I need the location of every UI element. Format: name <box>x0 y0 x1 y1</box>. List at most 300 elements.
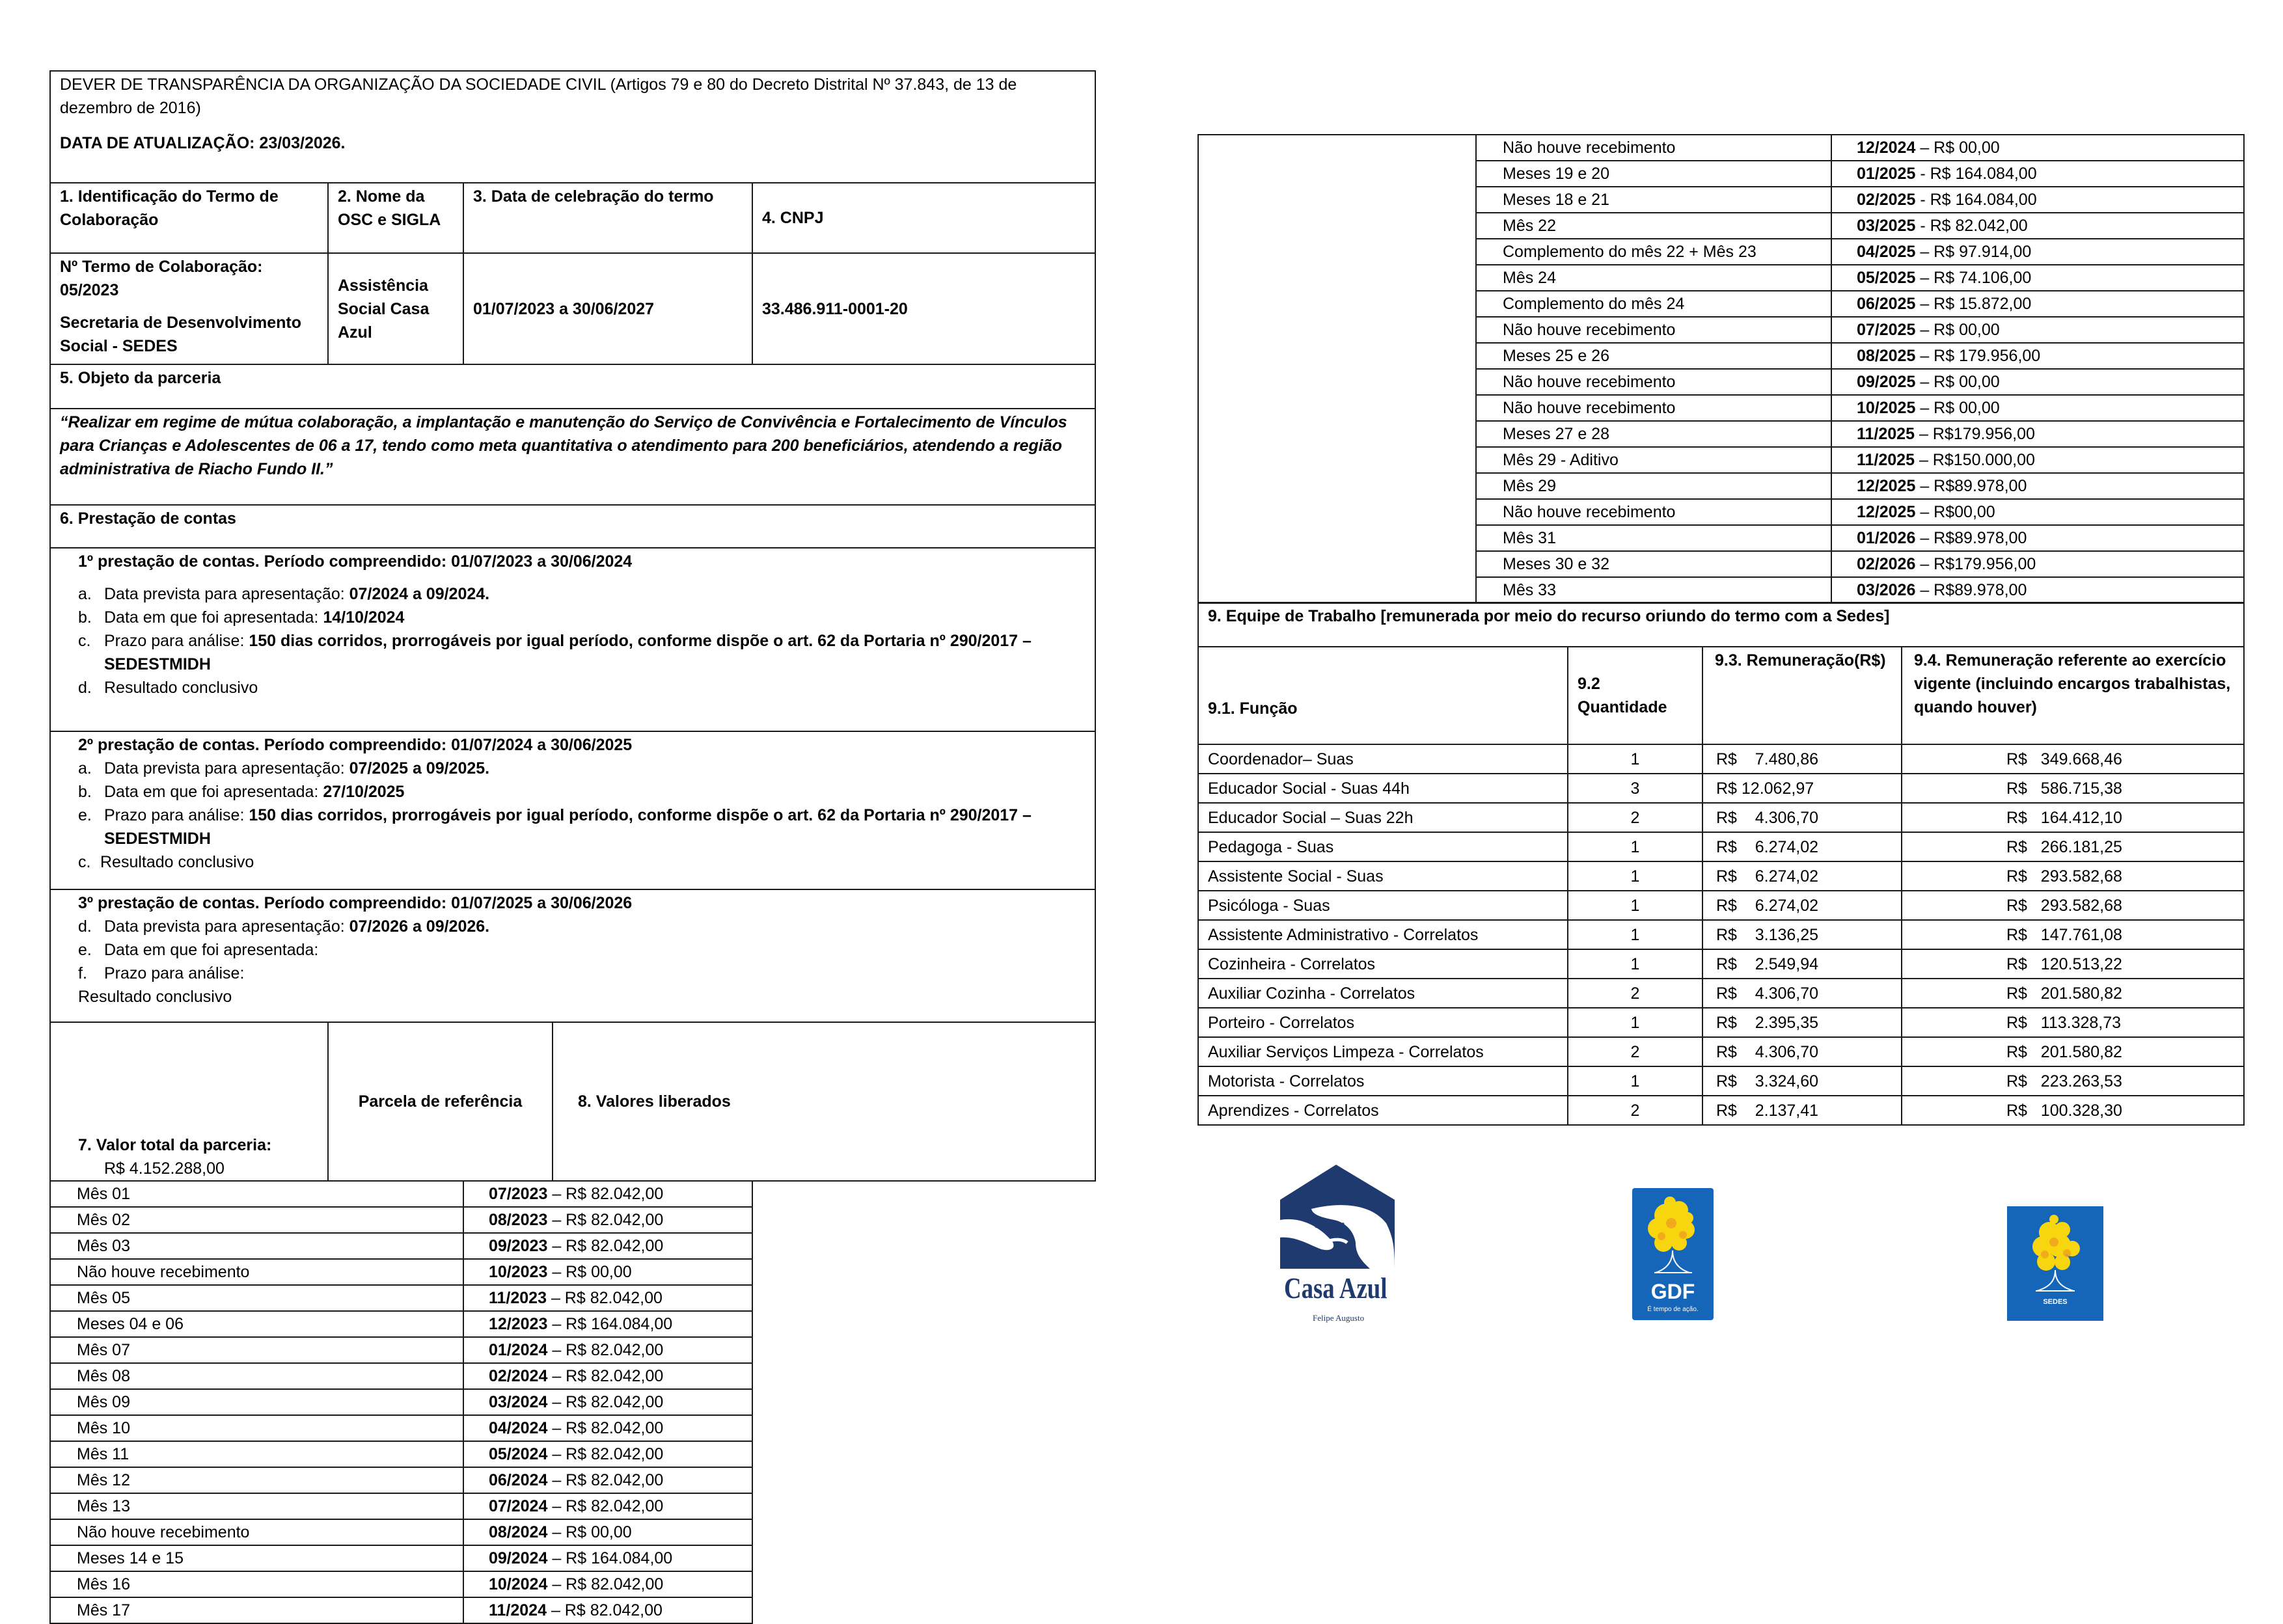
installment-reference: Mês 17 <box>77 1601 130 1619</box>
team-quantity: 1 <box>1630 954 1640 973</box>
installment-amount: R$150.000,00 <box>1932 451 2035 469</box>
installment-separator: – <box>547 1263 566 1281</box>
installment-date: 03/2026 <box>1857 581 1916 599</box>
installment-date: 08/2024 <box>489 1523 548 1541</box>
installment-amount: R$89.978,00 <box>1934 581 2027 599</box>
update-date: DATA DE ATUALIZAÇÃO: 23/03/2026. <box>60 134 346 152</box>
report-item <box>78 850 1086 874</box>
installment-amount: R$ 164.084,00 <box>1930 191 2037 209</box>
installment-row <box>1198 135 2244 161</box>
installment-separator: - <box>1915 191 1930 209</box>
installment-amount: R$ 00,00 <box>1934 321 2000 339</box>
team-row <box>1198 1008 2244 1037</box>
accountability-report-1 <box>50 548 1095 731</box>
team-salary: R$ 2.395,35 <box>1716 1013 1819 1032</box>
installment-amount: R$179.956,00 <box>1932 425 2035 443</box>
installment-date: 06/2024 <box>489 1471 548 1489</box>
item-value: 07/2026 a 09/2026. <box>349 917 490 936</box>
team-annual-total: R$ 201.580,82 <box>2006 984 2122 1003</box>
installment-reference: Não houve recebimento <box>77 1263 250 1281</box>
installment-date: 04/2024 <box>489 1419 548 1437</box>
installment-reference: Mês 09 <box>77 1393 130 1411</box>
installment-amount: R$ 164.084,00 <box>566 1315 673 1333</box>
installment-separator: – <box>1915 451 1933 469</box>
installment-reference: Meses 19 e 20 <box>1503 165 1609 183</box>
installment-date: 10/2023 <box>489 1263 548 1281</box>
col-annual-total-header: 9.4. Remuneração referente ao exercício vigente (incluindo encargos trabalhistas, quando houver) <box>1914 651 2231 716</box>
report-item <box>78 915 1086 938</box>
installment-date: 02/2025 <box>1857 191 1916 209</box>
col-released-values-header: 8. Valores liberados <box>578 1092 731 1111</box>
item-marker: e. <box>78 941 92 959</box>
report-item <box>78 629 1086 676</box>
col-quantity-header: 9.2 Quantidade <box>1578 675 1667 716</box>
installment-date: 04/2025 <box>1857 243 1916 261</box>
installment-row <box>50 1493 1095 1519</box>
gdf-logo <box>1632 1188 1714 1320</box>
item-label: Data prevista para apresentação: <box>104 585 349 603</box>
installment-separator: – <box>1915 477 1934 495</box>
installment-reference: Não houve recebimento <box>1503 321 1676 339</box>
installment-reference: Mês 16 <box>77 1575 130 1593</box>
casa-azul-logo-text: Casa Azul <box>1284 1271 1388 1305</box>
installment-date: 11/2024 <box>489 1601 547 1619</box>
item-marker: b. <box>78 608 92 627</box>
installment-row <box>50 1181 1095 1207</box>
transparency-table-left <box>49 70 1096 1624</box>
team-annual-total: R$ 113.328,73 <box>2006 1013 2122 1032</box>
installment-separator: – <box>1915 503 1934 521</box>
item-value: 27/10/2025 <box>323 783 405 801</box>
item-marker: a. <box>78 585 92 603</box>
installment-separator: – <box>547 1445 566 1463</box>
installment-separator: – <box>1915 425 1933 443</box>
installment-reference: Mês 13 <box>77 1497 130 1515</box>
installment-amount: R$ 164.084,00 <box>566 1549 673 1567</box>
item-label: Data em que foi apresentada: <box>104 783 323 801</box>
installment-amount: R$ 82.042,00 <box>566 1471 664 1489</box>
team-quantity: 3 <box>1630 779 1640 798</box>
celebration-date: 01/07/2023 a 30/06/2027 <box>473 299 655 318</box>
team-function: Psicóloga - Suas <box>1208 896 1330 915</box>
total-value-label: 7. Valor total da parceria: <box>78 1136 272 1154</box>
team-annual-total: R$ 100.328,30 <box>2006 1101 2122 1120</box>
col-salary-header: 9.3. Remuneração(R$) <box>1715 651 1886 670</box>
installment-row <box>50 1207 1095 1233</box>
installment-row <box>50 1545 1095 1571</box>
installment-date: 03/2025 <box>1857 217 1916 235</box>
installment-amount: R$ 74.106,00 <box>1934 269 2032 287</box>
report-item <box>78 804 1086 850</box>
installment-separator: – <box>547 1523 566 1541</box>
item-label: Resultado conclusivo <box>100 853 254 871</box>
team-row <box>1198 861 2244 891</box>
team-salary: R$ 6.274,02 <box>1716 837 1819 856</box>
total-value-amount: R$ 4.152.288,00 <box>104 1159 225 1178</box>
installment-reference: Meses 30 e 32 <box>1503 555 1609 573</box>
col-cnpj-header: 4. CNPJ <box>762 209 824 227</box>
installment-separator: - <box>1915 217 1930 235</box>
col-installment-ref-header: Parcela de referência <box>358 1092 523 1111</box>
installment-amount: R$ 82.042,00 <box>566 1237 664 1255</box>
team-header-row <box>1198 602 2244 647</box>
col-osc-name-header: 2. Nome da OSC e SIGLA <box>338 187 441 229</box>
cnpj-value: 33.486.911-0001-20 <box>762 299 908 318</box>
installment-separator: – <box>547 1289 565 1307</box>
item-label: Resultado conclusivo <box>78 988 232 1006</box>
installment-amount: R$ 82.042,00 <box>566 1211 664 1229</box>
installment-row <box>50 1337 1095 1363</box>
installment-reference: Mês 22 <box>1503 217 1556 235</box>
item-label: Data em que foi apresentada: <box>104 608 323 627</box>
accountability-header-row <box>50 505 1095 548</box>
team-function: Motorista - Correlatos <box>1208 1072 1365 1090</box>
item-label: Prazo para análise: <box>104 632 249 650</box>
team-quantity: 1 <box>1630 867 1640 886</box>
team-annual-total: R$ 201.580,82 <box>2006 1042 2122 1061</box>
installment-reference: Meses 14 e 15 <box>77 1549 184 1567</box>
team-row <box>1198 1096 2244 1125</box>
installment-amount: R$ 179.956,00 <box>1934 347 2041 365</box>
installment-amount: R$ 82.042,00 <box>566 1575 664 1593</box>
team-row <box>1198 744 2244 774</box>
item-marker: a. <box>78 759 92 778</box>
secretariat-name: Secretaria de Desenvolvimento Social - SEDES <box>60 314 301 355</box>
team-function: Educador Social – Suas 22h <box>1208 808 1414 827</box>
installment-reference: Mês 31 <box>1503 529 1556 547</box>
team-annual-total: R$ 120.513,22 <box>2006 954 2122 973</box>
installment-amount: R$179.956,00 <box>1934 555 2036 573</box>
installment-amount: R$00,00 <box>1934 503 1995 521</box>
item-label: Prazo para análise: <box>104 806 249 824</box>
team-annual-total: R$ 266.181,25 <box>2006 837 2122 856</box>
report-title: 1º prestação de contas. Período compreendido: 01/07/2023 a 30/06/2024 <box>78 552 633 571</box>
installment-reference: Mês 29 <box>1503 477 1556 495</box>
installment-amount: R$ 164.084,00 <box>1930 165 2037 183</box>
installment-reference: Não houve recebimento <box>77 1523 250 1541</box>
installment-separator: – <box>547 1315 566 1333</box>
installment-row <box>50 1467 1095 1493</box>
installment-amount: R$ 00,00 <box>566 1523 632 1541</box>
installment-separator: – <box>547 1471 566 1489</box>
installment-separator: – <box>547 1549 566 1567</box>
team-function: Aprendizes - Correlatos <box>1208 1101 1379 1120</box>
installment-row <box>50 1571 1095 1597</box>
installment-reference: Meses 04 e 06 <box>77 1315 184 1333</box>
team-row <box>1198 774 2244 803</box>
installment-date: 09/2023 <box>489 1237 548 1255</box>
installment-reference: Mês 03 <box>77 1237 130 1255</box>
team-annual-total: R$ 223.263,53 <box>2006 1072 2122 1090</box>
team-salary: R$ 4.306,70 <box>1716 1042 1819 1061</box>
team-function: Auxiliar Cozinha - Correlatos <box>1208 984 1415 1003</box>
installment-row <box>50 1415 1095 1441</box>
team-quantity: 1 <box>1630 750 1640 768</box>
installment-date: 05/2024 <box>489 1445 548 1463</box>
installment-row <box>50 1441 1095 1467</box>
installment-reference: Meses 18 e 21 <box>1503 191 1609 209</box>
installment-separator: – <box>547 1419 566 1437</box>
team-function: Assistente Administrativo - Correlatos <box>1208 925 1479 944</box>
team-salary: R$ 2.549,94 <box>1716 954 1819 973</box>
sedes-logo <box>2007 1206 2103 1321</box>
installment-row <box>50 1259 1095 1285</box>
installment-date: 12/2023 <box>489 1315 548 1333</box>
header-row <box>50 71 1095 183</box>
team-salary: R$ 2.137,41 <box>1716 1101 1819 1120</box>
installment-date: 12/2025 <box>1857 477 1916 495</box>
objective-text-row <box>50 409 1095 505</box>
accountability-report-3 <box>50 889 1095 1022</box>
installment-separator: – <box>1915 529 1934 547</box>
col-celebration-date-header: 3. Data de celebração do termo <box>473 187 714 206</box>
installment-amount: R$ 00,00 <box>1934 139 2000 157</box>
item-label: Prazo para análise: <box>104 964 245 982</box>
installment-separator: – <box>547 1185 566 1203</box>
installment-reference: Mês 10 <box>77 1419 130 1437</box>
installment-reference: Mês 01 <box>77 1185 130 1203</box>
team-quantity: 2 <box>1630 1042 1640 1061</box>
installment-row <box>50 1389 1095 1415</box>
installments-header-row <box>50 1022 1095 1181</box>
team-function: Assistente Social - Suas <box>1208 867 1384 886</box>
team-quantity: 1 <box>1630 837 1640 856</box>
team-annual-total: R$ 164.412,10 <box>2006 808 2122 827</box>
installment-reference: Mês 11 <box>77 1445 130 1463</box>
report-item <box>78 606 1086 629</box>
item-marker: d. <box>78 917 92 936</box>
installment-amount: R$ 82.042,00 <box>566 1419 664 1437</box>
item-marker: f. <box>78 964 87 982</box>
team-salary: R$ 4.306,70 <box>1716 808 1819 827</box>
installment-separator: – <box>547 1601 565 1619</box>
installment-reference: Mês 24 <box>1503 269 1556 287</box>
ipe-tree-icon <box>2007 1213 2103 1293</box>
installment-separator: – <box>1915 555 1934 573</box>
team-salary: R$ 12.062,97 <box>1716 779 1814 798</box>
accountability-report-2 <box>50 731 1095 889</box>
installment-date: 01/2026 <box>1857 529 1916 547</box>
team-table <box>1197 602 2245 1126</box>
installment-amount: R$ 82.042,00 <box>1930 217 2028 235</box>
team-salary: R$ 3.324,60 <box>1716 1072 1819 1090</box>
osc-name: Assistência Social Casa Azul <box>338 276 430 342</box>
item-value: 07/2025 a 09/2025. <box>349 759 490 778</box>
sedes-logo-text: SEDES <box>2043 1298 2068 1306</box>
installment-reference: Mês 29 - Aditivo <box>1503 451 1619 469</box>
installment-amount: R$ 15.872,00 <box>1934 295 2032 313</box>
installment-amount: R$ 82.042,00 <box>566 1393 664 1411</box>
installment-separator: - <box>1915 165 1930 183</box>
objective-header: 5. Objeto da parceria <box>60 369 221 387</box>
installment-separator: – <box>547 1341 566 1359</box>
report-item <box>78 780 1086 804</box>
col-term-id-header: 1. Identificação do Termo de Colaboração <box>60 187 279 229</box>
report-item <box>78 757 1086 780</box>
installment-amount: R$ 82.042,00 <box>566 1367 664 1385</box>
team-function: Pedagoga - Suas <box>1208 837 1334 856</box>
installment-date: 07/2023 <box>489 1185 548 1203</box>
installment-separator: – <box>1915 581 1934 599</box>
installment-amount: R$ 82.042,00 <box>566 1185 664 1203</box>
installment-date: 10/2025 <box>1857 399 1916 417</box>
team-quantity: 1 <box>1630 925 1640 944</box>
installment-amount: R$ 82.042,00 <box>566 1445 664 1463</box>
installment-separator: – <box>1915 373 1934 391</box>
installment-date: 02/2026 <box>1857 555 1916 573</box>
installment-row <box>50 1285 1095 1311</box>
team-quantity: 2 <box>1630 984 1640 1003</box>
report-item <box>78 582 1086 606</box>
team-function: Educador Social - Suas 44h <box>1208 779 1410 798</box>
item-marker: e. <box>78 806 92 824</box>
identification-values-row <box>50 253 1095 364</box>
installment-date: 02/2024 <box>489 1367 548 1385</box>
team-annual-total: R$ 147.761,08 <box>2006 925 2122 944</box>
team-row <box>1198 1066 2244 1096</box>
installments-blank-cell <box>1198 135 1476 603</box>
team-row <box>1198 803 2244 832</box>
installment-amount: R$ 82.042,00 <box>566 1341 664 1359</box>
casa-azul-logo <box>1272 1165 1402 1340</box>
report-title: 3º prestação de contas. Período compreendido: 01/07/2025 a 30/06/2026 <box>78 894 633 912</box>
installment-row <box>50 1597 1095 1623</box>
team-salary: R$ 6.274,02 <box>1716 896 1819 915</box>
installment-date: 09/2024 <box>489 1549 548 1567</box>
installment-row <box>50 1233 1095 1259</box>
installment-separator: – <box>547 1575 566 1593</box>
item-value: 07/2024 a 09/2024. <box>349 585 490 603</box>
installment-date: 07/2024 <box>489 1497 548 1515</box>
team-quantity: 2 <box>1630 1101 1640 1120</box>
installment-separator: – <box>1915 347 1934 365</box>
installment-separator: – <box>547 1393 566 1411</box>
installment-row <box>50 1311 1095 1337</box>
installment-separator: – <box>547 1497 566 1515</box>
installment-amount: R$ 00,00 <box>566 1263 632 1281</box>
team-annual-total: R$ 293.582,68 <box>2006 896 2122 915</box>
objective-header-row <box>50 364 1095 409</box>
installment-reference: Mês 08 <box>77 1367 130 1385</box>
team-quantity: 1 <box>1630 896 1640 915</box>
team-row <box>1198 949 2244 979</box>
installment-date: 06/2025 <box>1857 295 1916 313</box>
team-salary: R$ 4.306,70 <box>1716 984 1819 1003</box>
accountability-header: 6. Prestação de contas <box>60 509 236 528</box>
team-row <box>1198 1037 2244 1066</box>
installment-reference: Meses 27 e 28 <box>1503 425 1609 443</box>
installment-amount: R$ 82.042,00 <box>566 1497 664 1515</box>
installment-reference: Mês 07 <box>77 1341 130 1359</box>
installment-separator: – <box>1915 269 1934 287</box>
team-quantity: 2 <box>1630 808 1640 827</box>
installment-separator: – <box>547 1211 566 1229</box>
document-title: DEVER DE TRANSPARÊNCIA DA ORGANIZAÇÃO DA SOCIEDADE CIVIL (Artigos 79 e 80 do Decreto Distrital Nº 37.843, de 13 de dezembro de 2016) <box>60 75 1017 117</box>
installment-separator: – <box>547 1367 566 1385</box>
report-item <box>78 985 1086 1008</box>
team-columns-row <box>1198 647 2244 744</box>
report-item <box>78 676 1086 699</box>
installment-date: 07/2025 <box>1857 321 1916 339</box>
installment-separator: – <box>1915 243 1934 261</box>
team-quantity: 1 <box>1630 1013 1640 1032</box>
team-function: Porteiro - Correlatos <box>1208 1013 1355 1032</box>
installment-separator: – <box>1915 295 1934 313</box>
installment-reference: Não houve recebimento <box>1503 399 1676 417</box>
team-function: Auxiliar Serviços Limpeza - Correlatos <box>1208 1042 1484 1061</box>
item-value: 150 dias corridos, prorrogáveis por igual período, conforme dispõe o art. 62 da Portaria nº 290/2017 – SEDESTMIDH <box>104 632 1032 673</box>
installment-amount: R$89.978,00 <box>1934 477 2027 495</box>
gdf-logo-text: GDF <box>1650 1280 1695 1303</box>
team-quantity: 1 <box>1630 1072 1640 1090</box>
installment-date: 09/2025 <box>1857 373 1916 391</box>
installment-reference: Mês 33 <box>1503 581 1556 599</box>
installment-date: 01/2024 <box>489 1341 548 1359</box>
item-marker: d. <box>78 679 92 697</box>
casa-azul-logo-subtitle: Felipe Augusto <box>1313 1313 1365 1323</box>
team-annual-total: R$ 293.582,68 <box>2006 867 2122 886</box>
report-item <box>78 962 1086 985</box>
item-marker: c. <box>78 853 91 871</box>
installment-amount: R$ 97.914,00 <box>1934 243 2032 261</box>
team-row <box>1198 979 2244 1008</box>
item-label: Data prevista para apresentação: <box>104 759 349 778</box>
team-row <box>1198 920 2244 949</box>
installment-amount: R$ 00,00 <box>1934 373 2000 391</box>
col-function-header: 9.1. Função <box>1208 699 1298 718</box>
installment-date: 08/2023 <box>489 1211 548 1229</box>
team-row <box>1198 891 2244 920</box>
team-function: Cozinheira - Correlatos <box>1208 954 1376 973</box>
installment-amount: R$ 82.042,00 <box>564 1601 663 1619</box>
installment-reference: Não houve recebimento <box>1503 373 1676 391</box>
gdf-logo-tagline: É tempo de ação. <box>1647 1306 1699 1313</box>
installment-date: 11/2025 <box>1857 451 1915 469</box>
objective-text: “Realizar em regime de mútua colaboração, a implantação e manutenção do Serviço de Convivência e Fortalecimento de Vínculos para Crianças e Adolescentes de 06 a 17, tendo como meta quantitativa o atendimento para 200 beneficiários, atendendo a região administrativa de Riacho Fundo II.” <box>60 413 1067 478</box>
installment-reference: Complemento do mês 24 <box>1503 295 1685 313</box>
team-salary: R$ 3.136,25 <box>1716 925 1819 944</box>
team-row <box>1198 832 2244 861</box>
team-annual-total: R$ 349.668,46 <box>2006 750 2122 768</box>
installment-row <box>50 1519 1095 1545</box>
team-salary: R$ 7.480,86 <box>1716 750 1819 768</box>
team-header: 9. Equipe de Trabalho [remunerada por meio do recurso oriundo do termo com a Sedes] <box>1208 607 1890 625</box>
installment-date: 11/2025 <box>1857 425 1915 443</box>
installment-amount: R$ 00,00 <box>1934 399 2000 417</box>
installment-date: 10/2024 <box>489 1575 548 1593</box>
installment-date: 05/2025 <box>1857 269 1916 287</box>
team-function: Coordenador– Suas <box>1208 750 1354 768</box>
installment-date: 11/2023 <box>489 1289 547 1307</box>
installment-separator: – <box>1915 139 1934 157</box>
installment-row <box>50 1363 1095 1389</box>
installment-date: 12/2024 <box>1857 139 1916 157</box>
installment-reference: Mês 02 <box>77 1211 130 1229</box>
term-number: Nº Termo de Colaboração: 05/2023 <box>60 258 263 299</box>
installment-separator: – <box>1915 399 1934 417</box>
installment-date: 03/2024 <box>489 1393 548 1411</box>
item-value: 14/10/2024 <box>323 608 405 627</box>
item-label: Data em que foi apresentada: <box>104 941 319 959</box>
installment-date: 01/2025 <box>1857 165 1916 183</box>
installment-reference: Meses 25 e 26 <box>1503 347 1609 365</box>
installment-separator: – <box>1915 321 1934 339</box>
installment-date: 08/2025 <box>1857 347 1916 365</box>
ipe-tree-icon <box>1632 1191 1714 1278</box>
item-label: Resultado conclusivo <box>104 679 258 697</box>
installment-reference: Não houve recebimento <box>1503 139 1676 157</box>
item-value: 150 dias corridos, prorrogáveis por igual período, conforme dispõe o art. 62 da Portaria nº 290/2017 – SEDESTMIDH <box>104 806 1032 848</box>
